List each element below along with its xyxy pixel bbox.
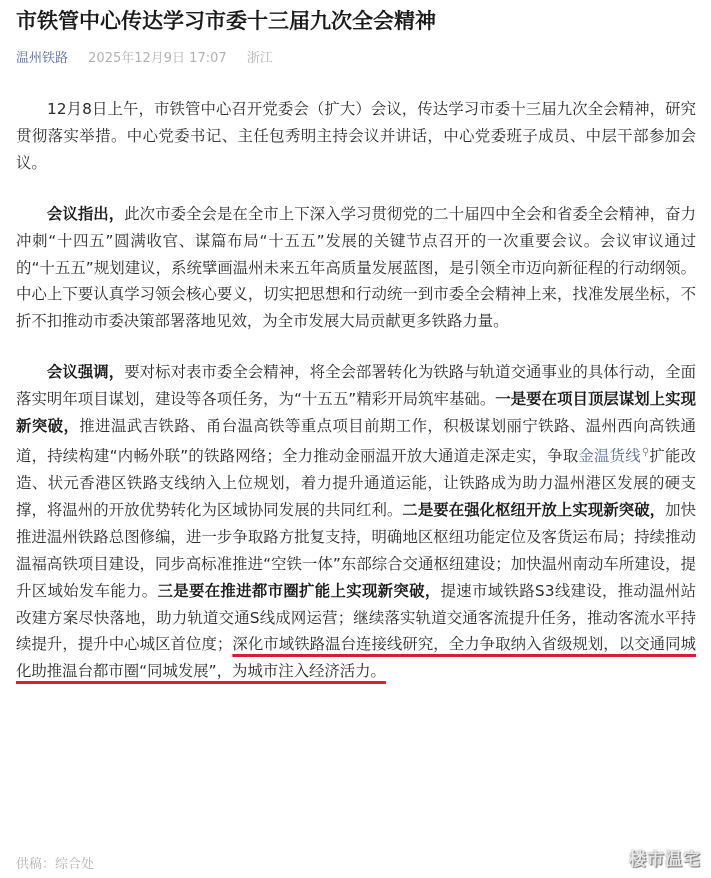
paragraph-3-text-e: 提速市域铁路S3线建设，推动温州站改建方案尽快落地，助力轨道交通S线成网运营；继续落实轨道交通客流提升任务，推动客流水平持续提升，提升中心城区首位度；: [16, 581, 696, 654]
article-title: 市铁管中心传达学习市委十三届九次全会精神: [16, 9, 436, 33]
paragraph-1-text: 12月8日上午，市铁管中心召开党委会（扩大）会议，传达学习市委十三届九次全会精神，研究贯彻落实举措。中心党委书记、主任包秀明主持会议并讲话，中心党委班子成员、中层干部参加会议。: [16, 100, 696, 172]
search-icon: ⚲: [641, 446, 650, 458]
paragraph-3-text-a: 要对标对表市委全会精神，将全会部署转化为铁路与轨道交通事业的具体行动，全面落实明年项目谋划，建设等各项任务，为“十五五”精彩开局筑牢基础。: [16, 363, 696, 409]
paragraph-3: [16, 359, 696, 685]
publish-location: 浙江: [246, 51, 273, 66]
paragraph-2-text: 此次市委全会是在全市上下深入学习贯彻党的二十届四中全会和省委全会精神，奋力冲刺“十四五”圆满收官、谋篇布局“十五五”发展的关键节点召开的一次重要会议。会议审议通过的“十五五”规划建议，系统擘画温州未来五年高质量发展蓝图，是引领全市迈向新征程的行动纲领。中心上下要认真学习领会核心要义，切实把思想和行动统一到市委全会精神上来，找准发展坐标，不折不扣推动市委决策部署落地见效，为全市发展大局贡献更多铁路力量。: [16, 204, 696, 331]
paragraph-3-text-b: 推进温武吉铁路、甬台温高铁等重点项目前期工作，积极谋划丽宁铁路、温州西向高铁通道，持续构建“内畅外联”的铁路网络；全力推动金丽温开放大通道走深走实，争取: [16, 417, 696, 466]
paragraph-3-text-c: 扩能改造、状元香港区铁路支线纳入上位规划，着力提升通道运能，让铁路成为助力温州港区发展的硬支撑，将温州的开放优势转化为区域协同发展的共同红利。: [16, 447, 696, 519]
publish-date: 2025年12月9日 17:07: [88, 51, 227, 66]
red-underlined-text: 深化市域铁路温台连接线研究，全力争取纳入省级规划，以交通同城化助推温台都市圈“同城发展”，为城市注入经济活力。: [16, 635, 696, 681]
paragraph-2: [16, 201, 696, 336]
paragraph-3-highlight-1: 一是要在项目顶层谋划上实现新突破，: [16, 390, 696, 436]
keyword-search-link[interactable]: [578, 447, 649, 465]
watermark-logo: 楼市温宅: [629, 850, 701, 870]
keyword-search-link-text: 金温货线: [578, 447, 641, 466]
article-meta: [16, 50, 273, 68]
paragraph-3-highlight-3: 三是要在推进都市圈扩能上实现新突破，: [157, 581, 441, 600]
article-body: [16, 96, 696, 709]
paragraph-3-highlight-2: 二是要在强化枢纽开放上实现新突破，: [402, 500, 666, 519]
paragraph-2-lead: 会议指出，: [46, 204, 125, 223]
account-name-link[interactable]: 温州铁路: [16, 51, 69, 66]
paragraph-3-text-d: 加快推进温州铁路总图修编，进一步争取路方批复支持，明确地区枢纽功能定位及客货运布局；持续推动温福高铁项目建设，同步高标准推进“空铁一体”东部综合交通枢纽建设；加快温州南动车所建设，提升区域始发车能力。: [16, 500, 696, 600]
paragraph-3-lead: 会议强调，: [46, 363, 125, 382]
contributor-footer: 供稿：综合处: [16, 857, 95, 872]
paragraph-1: [16, 96, 696, 177]
